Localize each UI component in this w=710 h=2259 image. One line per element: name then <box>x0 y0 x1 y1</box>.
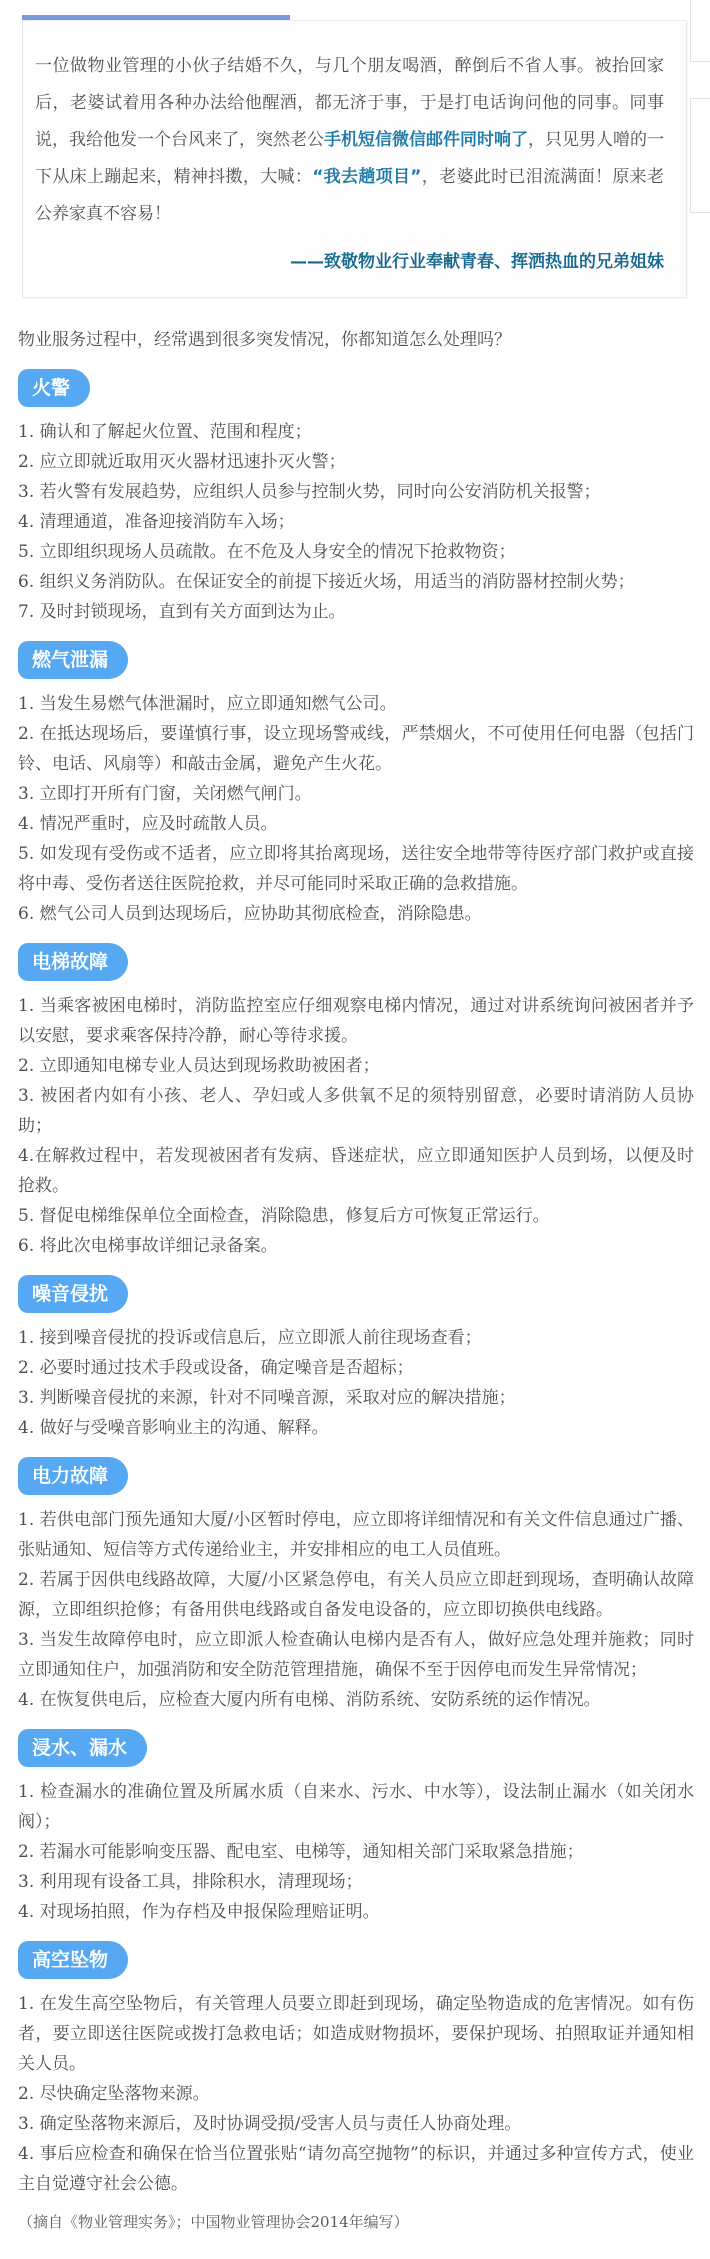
procedure-item: 3. 当发生故障停电时，应立即派人检查确认电梯内是否有人，做好应急处理并施救；同时立即通知住户，加强消防和安全防范管理措施，确保不至于因停电而发生异常情况； <box>18 1630 694 1680</box>
procedure-item: 5. 督促电梯维保单位全面检查，消除隐患，修复后方可恢复正常运行。 <box>18 1206 550 1226</box>
procedure-item: 2. 若属于因供电线路故障，大厦/小区紧急停电，有关人员应立即赶到现场，查明确认故障源，立即组织抢修；有备用供电线路或自备发电设备的，应立即切换供电线路。 <box>18 1570 694 1620</box>
procedure-item: 6. 燃气公司人员到达现场后，应协助其彻底检查，消除隐患。 <box>18 904 482 924</box>
quote-box <box>22 20 687 298</box>
quote-attribution: ——致敬物业行业奉献青春、挥洒热血的兄弟姐妹 <box>290 252 664 272</box>
right-edge-panel-top <box>690 0 710 62</box>
section-tag: 电力故障 <box>18 1457 128 1495</box>
procedure-item: 1. 当乘客被困电梯时，消防监控室应仔细观察电梯内情况，通过对讲系统询问被困者并予以安慰，要求乘客保持冷静，耐心等待求援。 <box>18 996 694 1046</box>
procedure-item: 7. 及时封锁现场，直到有关方面到达为止。 <box>18 602 346 622</box>
procedure-item: 4. 事后应检查和确保在恰当位置张贴“请勿高空抛物”的标识，并通过多种宣传方式，使业主自觉遵守社会公德。 <box>18 2144 694 2194</box>
procedure-item: 5. 如发现有受伤或不适者，应立即将其抬离现场，送往安全地带等待医疗部门救护或直接将中毒、受伤者送往医院抢救，并尽可能同时采取正确的急救措施。 <box>18 844 694 894</box>
procedure-item: 2. 立即通知电梯专业人员达到现场救助被困者； <box>18 1056 380 1076</box>
section-tag: 高空坠物 <box>18 1941 128 1979</box>
intro-paragraph: 物业服务过程中，经常遇到很多突发情况，你都知道怎么处理吗？ <box>18 330 511 350</box>
procedure-item: 3. 确定坠落物来源后，及时协调受损/受害人员与责任人协商处理。 <box>18 2114 522 2134</box>
section-tag: 电梯故障 <box>18 943 128 981</box>
procedure-item: 6. 组织义务消防队。在保证安全的前提下接近火场，用适当的消防器材控制火势； <box>18 572 635 592</box>
quote-segment: 一位做物业管理的小伙子结婚不久，与几个朋友喝酒，醉倒后不省人事。被抬回家后，老婆试着用各种办法给他醒酒，都无济于事，于是打电话询问他的同事。同事说，我给他发一个台风来了，突然老公 <box>35 56 664 150</box>
sections-container <box>0 355 710 2199</box>
procedure-item: 2. 应立即就近取用灭火器材迅速扑灭火警； <box>18 452 346 472</box>
topic-section <box>0 929 710 1261</box>
section-tag: 火警 <box>18 369 90 407</box>
right-edge-panel-bottom <box>690 98 710 213</box>
procedure-item: 3. 被困者内如有小孩、老人、孕妇或人多供氧不足的须特别留意，必要时请消防人员协助； <box>18 1086 694 1136</box>
section-tag: 噪音侵扰 <box>18 1275 128 1313</box>
quote-segment: ，只见男人噌的一下从床上蹦起来，精神抖擞，大喊： <box>35 130 664 187</box>
procedure-item: 2. 在抵达现场后，要谨慎行事，设立现场警戒线，严禁烟火，不可使用任何电器（包括门铃、电话、风扇等）和敲击金属，避免产生火花。 <box>18 724 694 774</box>
procedure-item: 1. 在发生高空坠物后，有关管理人员要立即赶到现场，确定坠物造成的危害情况。如有伤者，要立即送往医院或拨打急救电话；如造成财物损坏，要保护现场、拍照取证并通知相关人员。 <box>18 1994 694 2074</box>
quote-highlight: 手机短信微信邮件同时响了 <box>324 130 528 150</box>
topic-section <box>0 1261 710 1443</box>
procedure-item: 1. 接到噪音侵扰的投诉或信息后，应立即派人前往现场查看； <box>18 1328 482 1348</box>
procedure-item: 6. 将此次电梯事故详细记录备案。 <box>18 1236 278 1256</box>
topic-section <box>0 627 710 929</box>
quote-highlight: “我去趟项目” <box>312 167 422 187</box>
topic-section <box>0 1443 710 1715</box>
procedure-item: 4. 在恢复供电后，应检查大厦内所有电梯、消防系统、安防系统的运作情况。 <box>18 1690 601 1710</box>
procedure-item: 3. 立即打开所有门窗，关闭燃气闸门。 <box>18 784 312 804</box>
procedure-item: 4. 情况严重时，应及时疏散人员。 <box>18 814 278 834</box>
quote-accent-bar <box>22 15 290 20</box>
procedure-item: 4. 对现场拍照，作为存档及申报保险理赔证明。 <box>18 1902 380 1922</box>
topic-section <box>0 355 710 627</box>
procedure-item: 1. 检查漏水的准确位置及所属水质（自来水、污水、中水等），设法制止漏水（如关闭水阀）； <box>18 1782 694 1832</box>
quote-segment: ，老婆此时已泪流满面！原来老公养家真不容易！ <box>35 167 665 224</box>
procedure-item: 1. 确认和了解起火位置、范围和程度； <box>18 422 312 442</box>
procedure-item: 2. 若漏水可能影响变压器、配电室、电梯等，通知相关部门采取紧急措施； <box>18 1842 584 1862</box>
procedure-item: 4.在解救过程中，若发现被困者有发病、昏迷症状，应立即通知医护人员到场，以便及时抢救。 <box>18 1146 694 1196</box>
procedure-item: 3. 利用现有设备工具，排除积水，清理现场； <box>18 1872 363 1892</box>
procedure-item: 2. 尽快确定坠落物来源。 <box>18 2084 210 2104</box>
procedure-item: 3. 判断噪音侵扰的来源，针对不同噪音源，采取对应的解决措施； <box>18 1388 516 1408</box>
quote-text <box>35 48 664 233</box>
procedure-item: 4. 清理通道，准备迎接消防车入场； <box>18 512 295 532</box>
topic-section <box>0 1715 710 1927</box>
source-note: （摘自《物业管理实务》；中国物业管理协会2014年编写） <box>18 2213 409 2231</box>
procedure-item: 1. 当发生易燃气体泄漏时，应立即通知燃气公司。 <box>18 694 397 714</box>
section-tag: 浸水、漏水 <box>18 1729 147 1767</box>
procedure-item: 4. 做好与受噪音影响业主的沟通、解释。 <box>18 1418 329 1438</box>
procedure-item: 1. 若供电部门预先通知大厦/小区暂时停电，应立即将详细情况和有关文件信息通过广播、张贴通知、短信等方式传递给业主，并安排相应的电工人员值班。 <box>18 1510 694 1560</box>
procedure-item: 3. 若火警有发展趋势，应组织人员参与控制火势，同时向公安消防机关报警； <box>18 482 601 502</box>
topic-section <box>0 1927 710 2199</box>
procedure-item: 5. 立即组织现场人员疏散。在不危及人身安全的情况下抢救物资； <box>18 542 516 562</box>
procedure-item: 2. 必要时通过技术手段或设备，确定噪音是否超标； <box>18 1358 414 1378</box>
section-tag: 燃气泄漏 <box>18 641 128 679</box>
